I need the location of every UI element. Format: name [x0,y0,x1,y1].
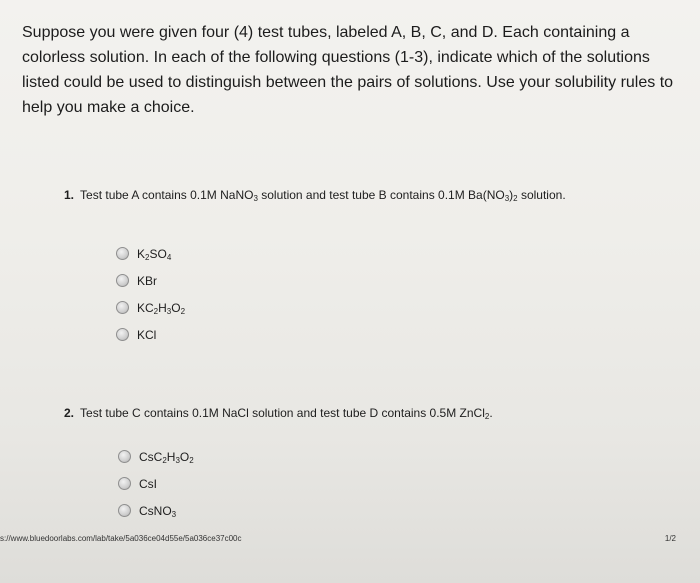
question-number: 2. [64,406,75,420]
radio-button[interactable] [116,301,129,314]
intro-paragraph: Suppose you were given four (4) test tubes, labeled A, B, C, and D. Each containing a colorless solution. In each of the following questions (1-3), indicate which of the solutions listed could be used to distinguish between the pairs of solutions. Use your solubility rules to help you make a choice. [22,24,674,116]
question-2-options [118,443,194,524]
option-csno3[interactable] [118,497,194,524]
option-csc2h3o2[interactable] [118,443,194,470]
question-text: Test tube A contains 0.1M NaNO$_3$ solution and test tube B contains 0.1M $Ba(NO_3)_2$ solution. [80,188,566,203]
option-csi[interactable] [118,470,194,497]
question-text: Test tube C contains 0.1M NaCl solution and test tube D contains 0.5M ZnCl$_2$. [80,406,493,421]
radio-button[interactable] [116,328,129,341]
question-1-options [116,240,185,348]
radio-button[interactable] [116,247,129,260]
footer-url: s://www.bluedoorlabs.com/lab/take/5a036ce04d55e/5a036ce37c00c [0,534,242,543]
question-2 [64,404,644,422]
question-1 [64,186,624,204]
radio-button[interactable] [118,504,131,517]
option-label: CsNO$_3$ [139,503,177,519]
option-label: $K_2SO_4$ [137,246,172,262]
radio-button[interactable] [118,450,131,463]
option-label: KBr [137,273,158,288]
option-k2so4[interactable] [116,240,185,267]
radio-button[interactable] [118,477,131,490]
option-kbr[interactable] [116,267,185,294]
option-label: $CsC_2H_3O_2$ [139,449,194,465]
radio-button[interactable] [116,274,129,287]
option-label: KCl [137,327,157,342]
page-number: 1/2 [664,534,676,543]
question-number: 1. [64,188,75,202]
option-kcl[interactable] [116,321,185,348]
option-label: CsI [139,476,157,491]
option-kc2h3o2[interactable] [116,294,185,321]
option-label: $KC_2H_3O_2$ [137,300,186,316]
